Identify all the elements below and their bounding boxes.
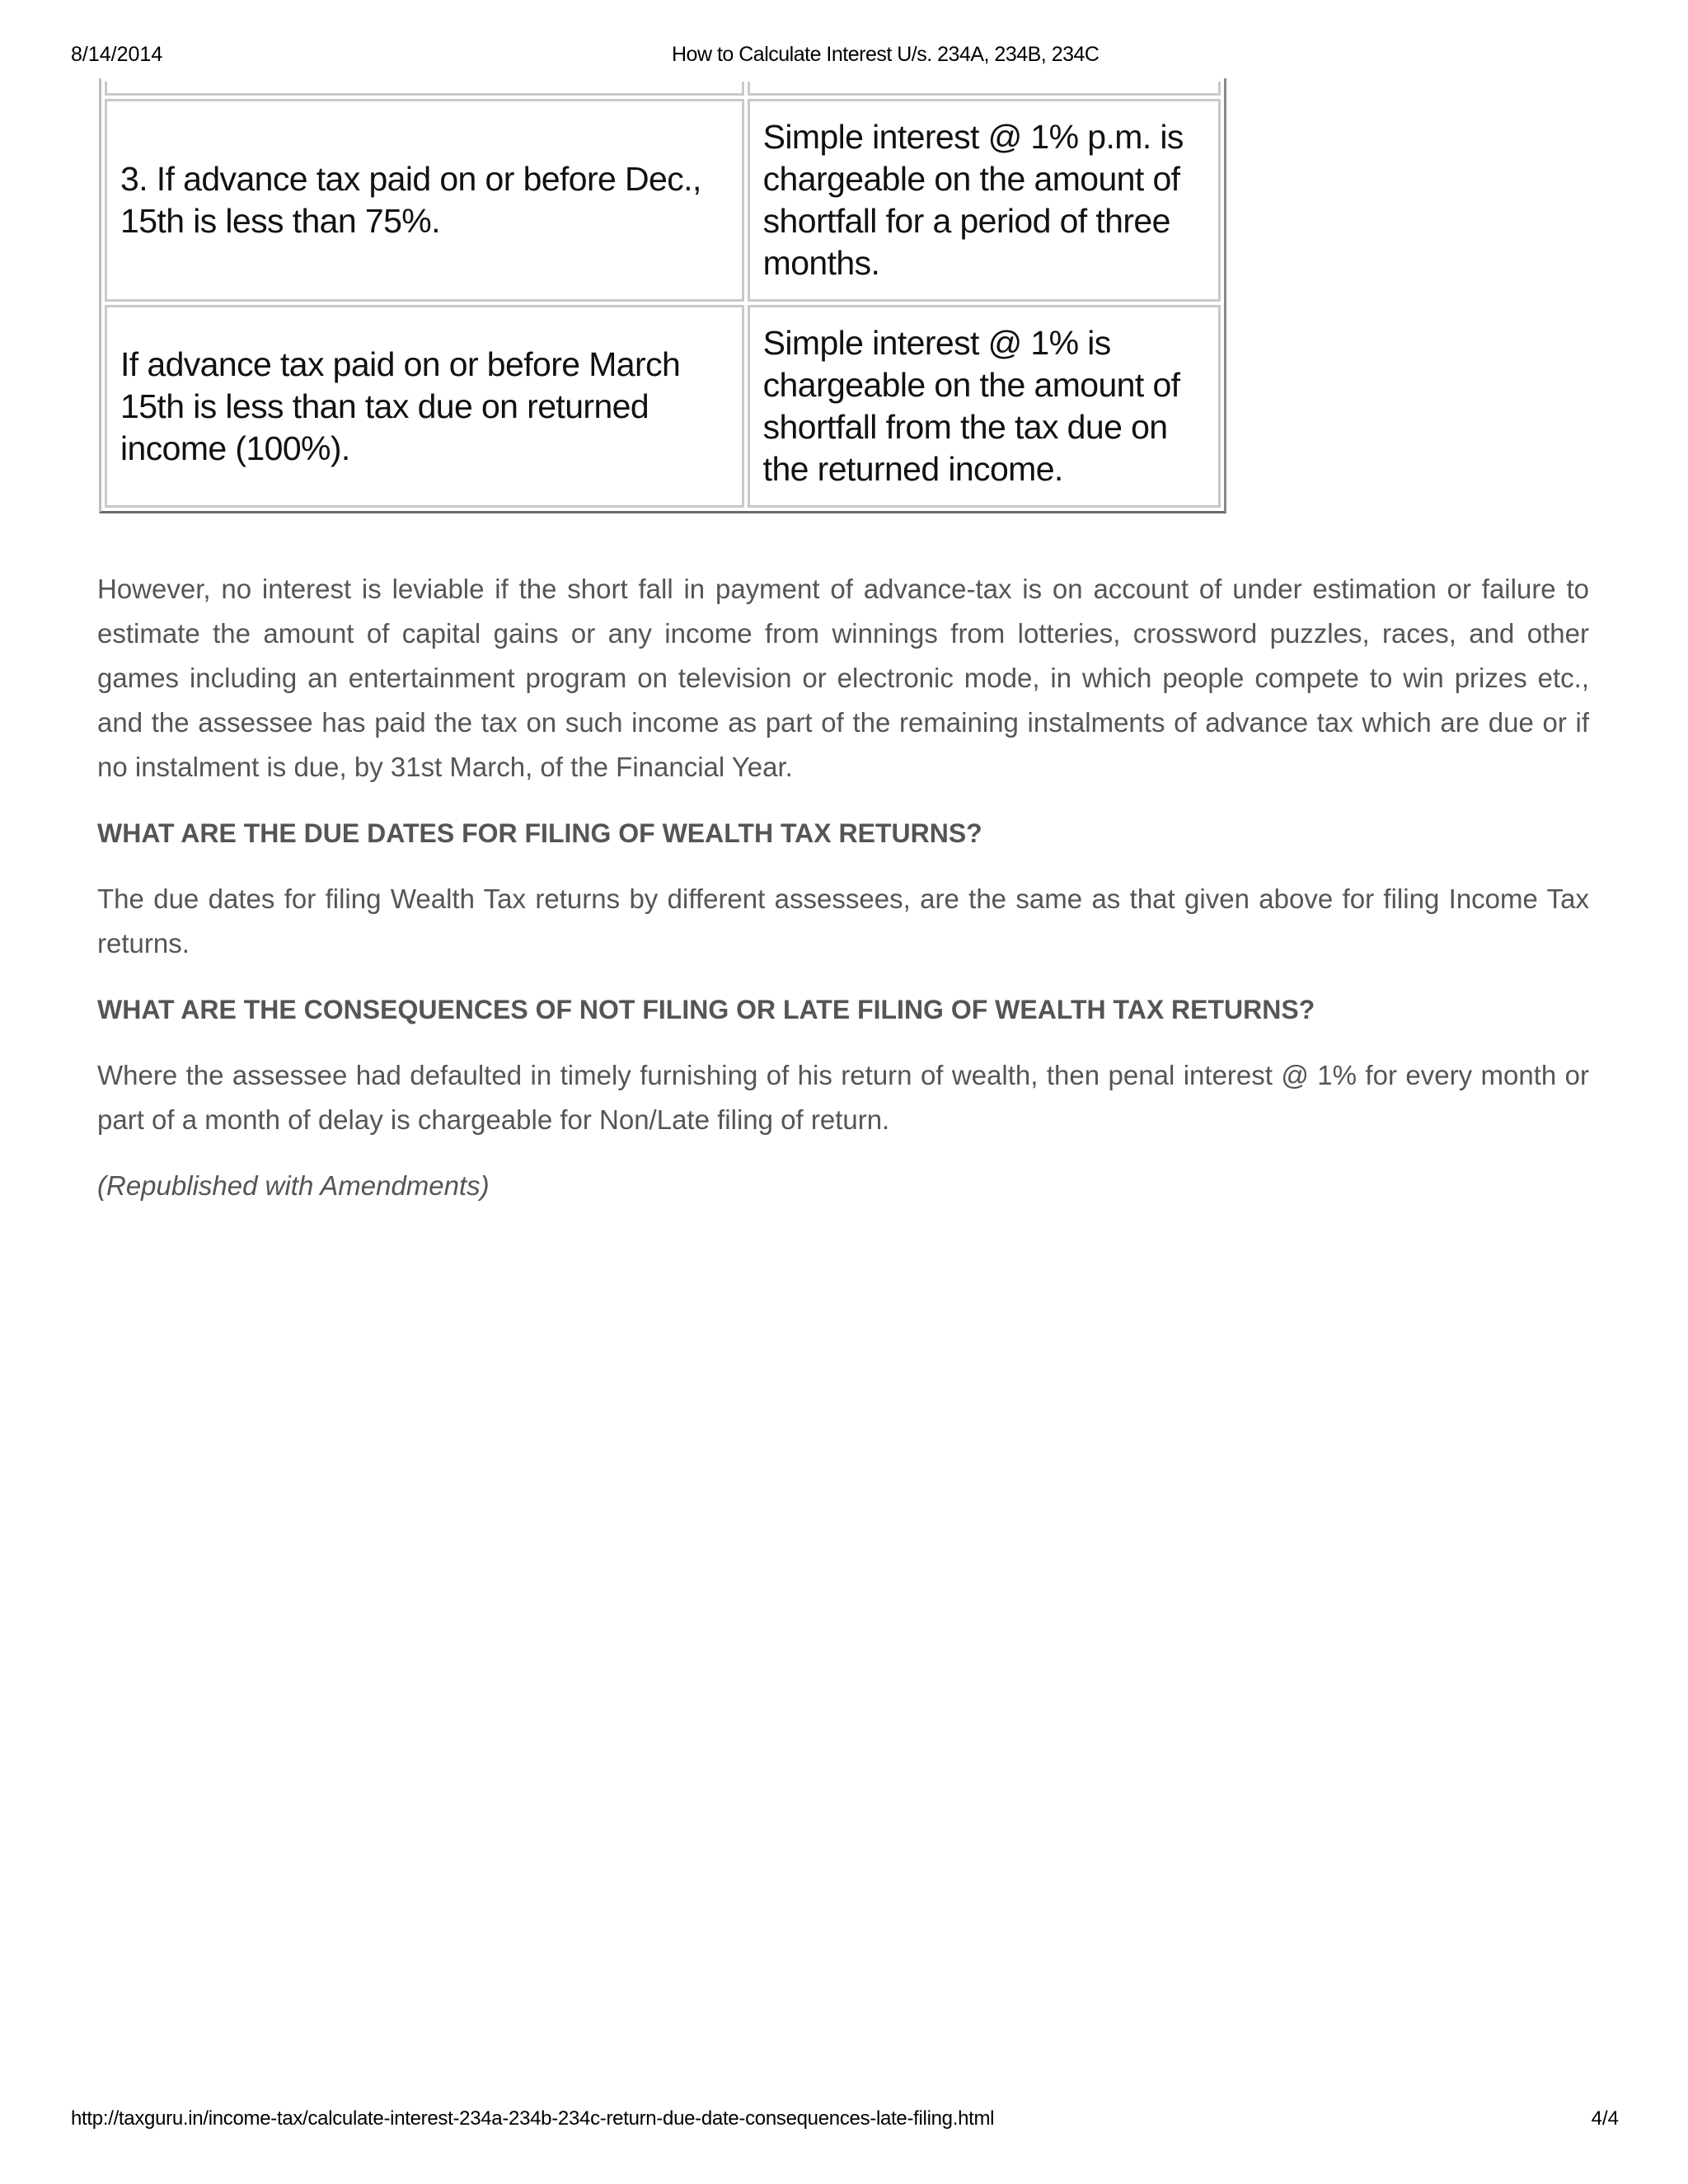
page-title: How to Calculate Interest U/s. 234A, 234B, 234C — [672, 43, 1100, 66]
table-row — [105, 99, 1221, 302]
table-cell-empty — [105, 82, 744, 96]
consequences-heading: WHAT ARE THE CONSEQUENCES OF NOT FILING OR LATE FILING OF WEALTH TAX RETURNS? — [97, 995, 1315, 1024]
exception-paragraph: However, no interest is leviable if the short fall in payment of advance-tax is on account of under estimation or failure to estimate the amount of capital gains or any income from winnings from lotteries, crossword puzzles, races, and other games including an entertainment program on television or electronic mode, in which people compete to win prizes etc., and the assessee has paid the tax on such income as part of the remaining instalments of advance tax which are due or if no instalment is due, by 31st March, of the Financial Year. — [97, 574, 1589, 782]
table-row — [105, 305, 1221, 508]
interest-cell: Simple interest @ 1% p.m. is chargeable on the amount of shortfall for a period of three months. — [748, 99, 1221, 302]
condition-cell: 3. If advance tax paid on or before Dec., 15th is less than 75%. — [105, 99, 744, 302]
print-date: 8/14/2014 — [71, 43, 163, 66]
republished-note: (Republished with Amendments) — [97, 1170, 490, 1201]
consequences-paragraph: Where the assessee had defaulted in timely furnishing of his return of wealth, then penal interest @ 1% for every month or part of a month of delay is chargeable for Non/Late filing of return. — [97, 1060, 1589, 1135]
due-dates-heading: WHAT ARE THE DUE DATES FOR FILING OF WEALTH TAX RETURNS? — [97, 818, 982, 848]
due-dates-paragraph: The due dates for filing Wealth Tax returns by different assessees, are the same as that given above for filing Income Tax returns. — [97, 883, 1589, 958]
article-body — [97, 567, 1589, 1230]
interest-cell: Simple interest @ 1% is chargeable on the amount of shortfall from the tax due on the returned income. — [748, 305, 1221, 508]
table-row-continued — [105, 82, 1221, 96]
page-url: http://taxguru.in/income-tax/calculate-interest-234a-234b-234c-return-due-date-consequences-late-filing.html — [71, 2107, 995, 2130]
table-cell-empty — [748, 82, 1221, 96]
page-number: 4/4 — [1591, 2107, 1619, 2130]
interest-rules-table — [99, 78, 1226, 513]
print-header — [0, 43, 1688, 76]
condition-cell: If advance tax paid on or before March 15th is less than tax due on returned income (100%). — [105, 305, 744, 508]
